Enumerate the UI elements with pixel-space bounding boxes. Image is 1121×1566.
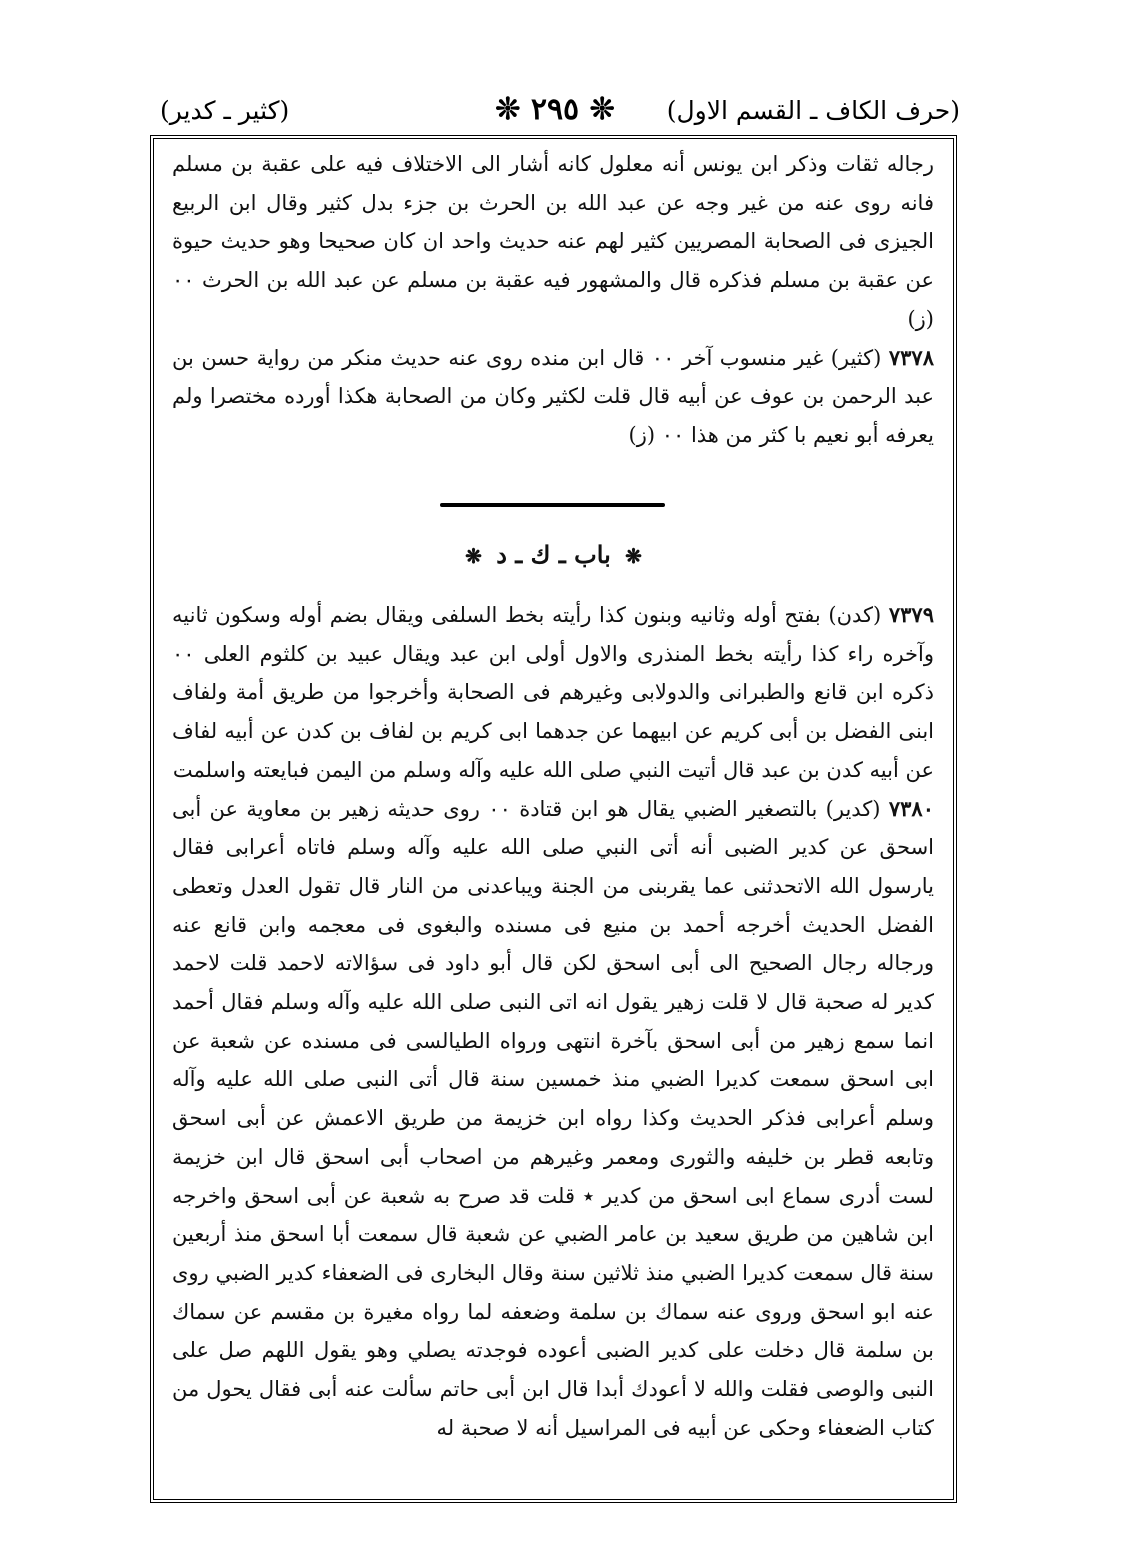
chapter-title: باب ـ ك ـ د: [496, 540, 611, 569]
paragraph-continued: رجاله ثقات وذكر ابن يونس أنه معلول كانه أشار الى الاختلاف فيه على عقبة بن مسلم فانه روى عنه من غير وجه عن عبد الله بن الحرث بن جزء بدل كثير وقال ابن الربيع الجيزى فى الصحابة المصريين كثير لهم عنه حديث واحد ان كان صحيحا وهو حديث حيوة عن عقبة بن مسلم فذكره قال والمشهور فيه عقبة بن مسلم عن عبد الله بن الحرث ٠٠ (ز): [172, 152, 934, 331]
entry-7378: [172, 339, 934, 455]
chapter-heading: [150, 540, 957, 569]
entry-number: ٧٣٧٨: [888, 344, 934, 370]
running-header: [150, 92, 960, 138]
header-section-title: (حرف الكاف ـ القسم الاول): [666, 96, 960, 125]
section-divider: [440, 503, 665, 507]
entry-number: ٧٣٨٠: [888, 795, 934, 821]
entry-text: (كدن) بفتح أوله وثانيه وبنون كذا رأيته بخط السلفى ويقال بضم أوله وسكون ثانيه وآخره راء كذا رأيته بخط المنذرى والاول أولى ابن عبد ويقال عبيد بن كلثوم العلى ٠٠ ذكره ابن قانع والطبرانى والدولابى وغيرهم فى الصحابة وأخرجوا من طريق أمة ولفاف ابنى الفضل بن أبى كريم عن ابيهما عن جدهما ابى كريم بن لفاف بن كدن عن أبيه لفاف عن أبيه كدن بن عبد قال أتيت النبي صلى الله عليه وآله وسلم من اليمن فبايعته واسلمت: [172, 603, 934, 782]
ornament-icon: ❋: [625, 544, 642, 568]
entry-7380: [172, 790, 934, 1448]
entry-text: (كثير) غير منسوب آخر ٠٠ قال ابن منده روى عنه حديث منكر من رواية حسن بن عبد الرحمن بن عوف عن أبيه قال قلت لكثير وكان من الصحابة هكذا أورده مختصرا ولم يعرفه أبو نعيم با كثر من هذا ٠٠ (ز): [172, 345, 934, 447]
main-text: [172, 145, 934, 455]
entry-text: (كدير) بالتصغير الضبي يقال هو ابن قتادة ٠٠ روى حديثه زهير بن معاوية عن أبى اسحق عن كدير الضبى أنه أتى النبي صلى الله عليه وآله وسلم فاتاه أعرابى فقال يارسول الله الاتحدثنى عما يقربنى من الجنة ويباعدنى من النار قال تقول العدل وتعطى الفضل الحديث أخرجه أحمد بن منيع فى مسنده والبغوى فى معجمه وابن قانع عنه ورجاله رجال الصحيح الى أبى اسحق لكن قال أبو داود فى سؤالاته لاحمد قلت لاحمد كدير له صحبة قال لا قلت زهير يقول انه اتى النبى صلى الله عليه وآله وسلم فقال أحمد انما سمع زهير من أبى اسحق بآخرة انتهى ورواه الطيالسى فى مسنده عن شعبة عن ابى اسحق سمعت كديرا الضبي منذ خمسين سنة قال أتى النبى صلى الله عليه وآله وسلم أعرابى فذكر الحديث وكذا رواه ابن خزيمة من طريق الاعمش عن أبى اسحق وتابعه قطر بن خليفه والثورى ومعمر وغيرهم من اصحاب أبى اسحق قال ابن خزيمة لست أدرى سماع ابى اسحق من كدير ٭ قلت قد صرح به شعبة عن أبى اسحق واخرجه ابن شاهين من طريق سعيد بن عامر الضبي عن شعبة قال سمعت أبا اسحق منذ أربعين سنة قال سمعت كديرا الضبي منذ ثلاثين سنة وقال البخارى فى الضعفاء كدير الضبي روى عنه ابو اسحق وروى عنه سماك بن سلمة وضعفه لما رواه مغيرة بن مقسم عن سماك بن سلمة قال دخلت على كدير الضبى أعوده فوجدته يصلي وهو يقول اللهم صل على النبى والوصى فقلت والله لا أعودك أبدا قال ابن أبى حاتم سألت عنه أبى فقال يحول من كتاب الضعفاء وحكى عن أبيه فى المراسيل أنه لا صحبة له: [172, 796, 934, 1440]
main-text-lower: [172, 596, 934, 1447]
page-number: ❊ ٢٩٥ ❊: [495, 92, 615, 127]
header-entry-range: (كثير ـ كدير): [160, 96, 290, 125]
entry-number: ٧٣٧٩: [888, 602, 934, 627]
ornament-icon: ❋: [465, 544, 482, 568]
entry-7379: [172, 596, 934, 790]
